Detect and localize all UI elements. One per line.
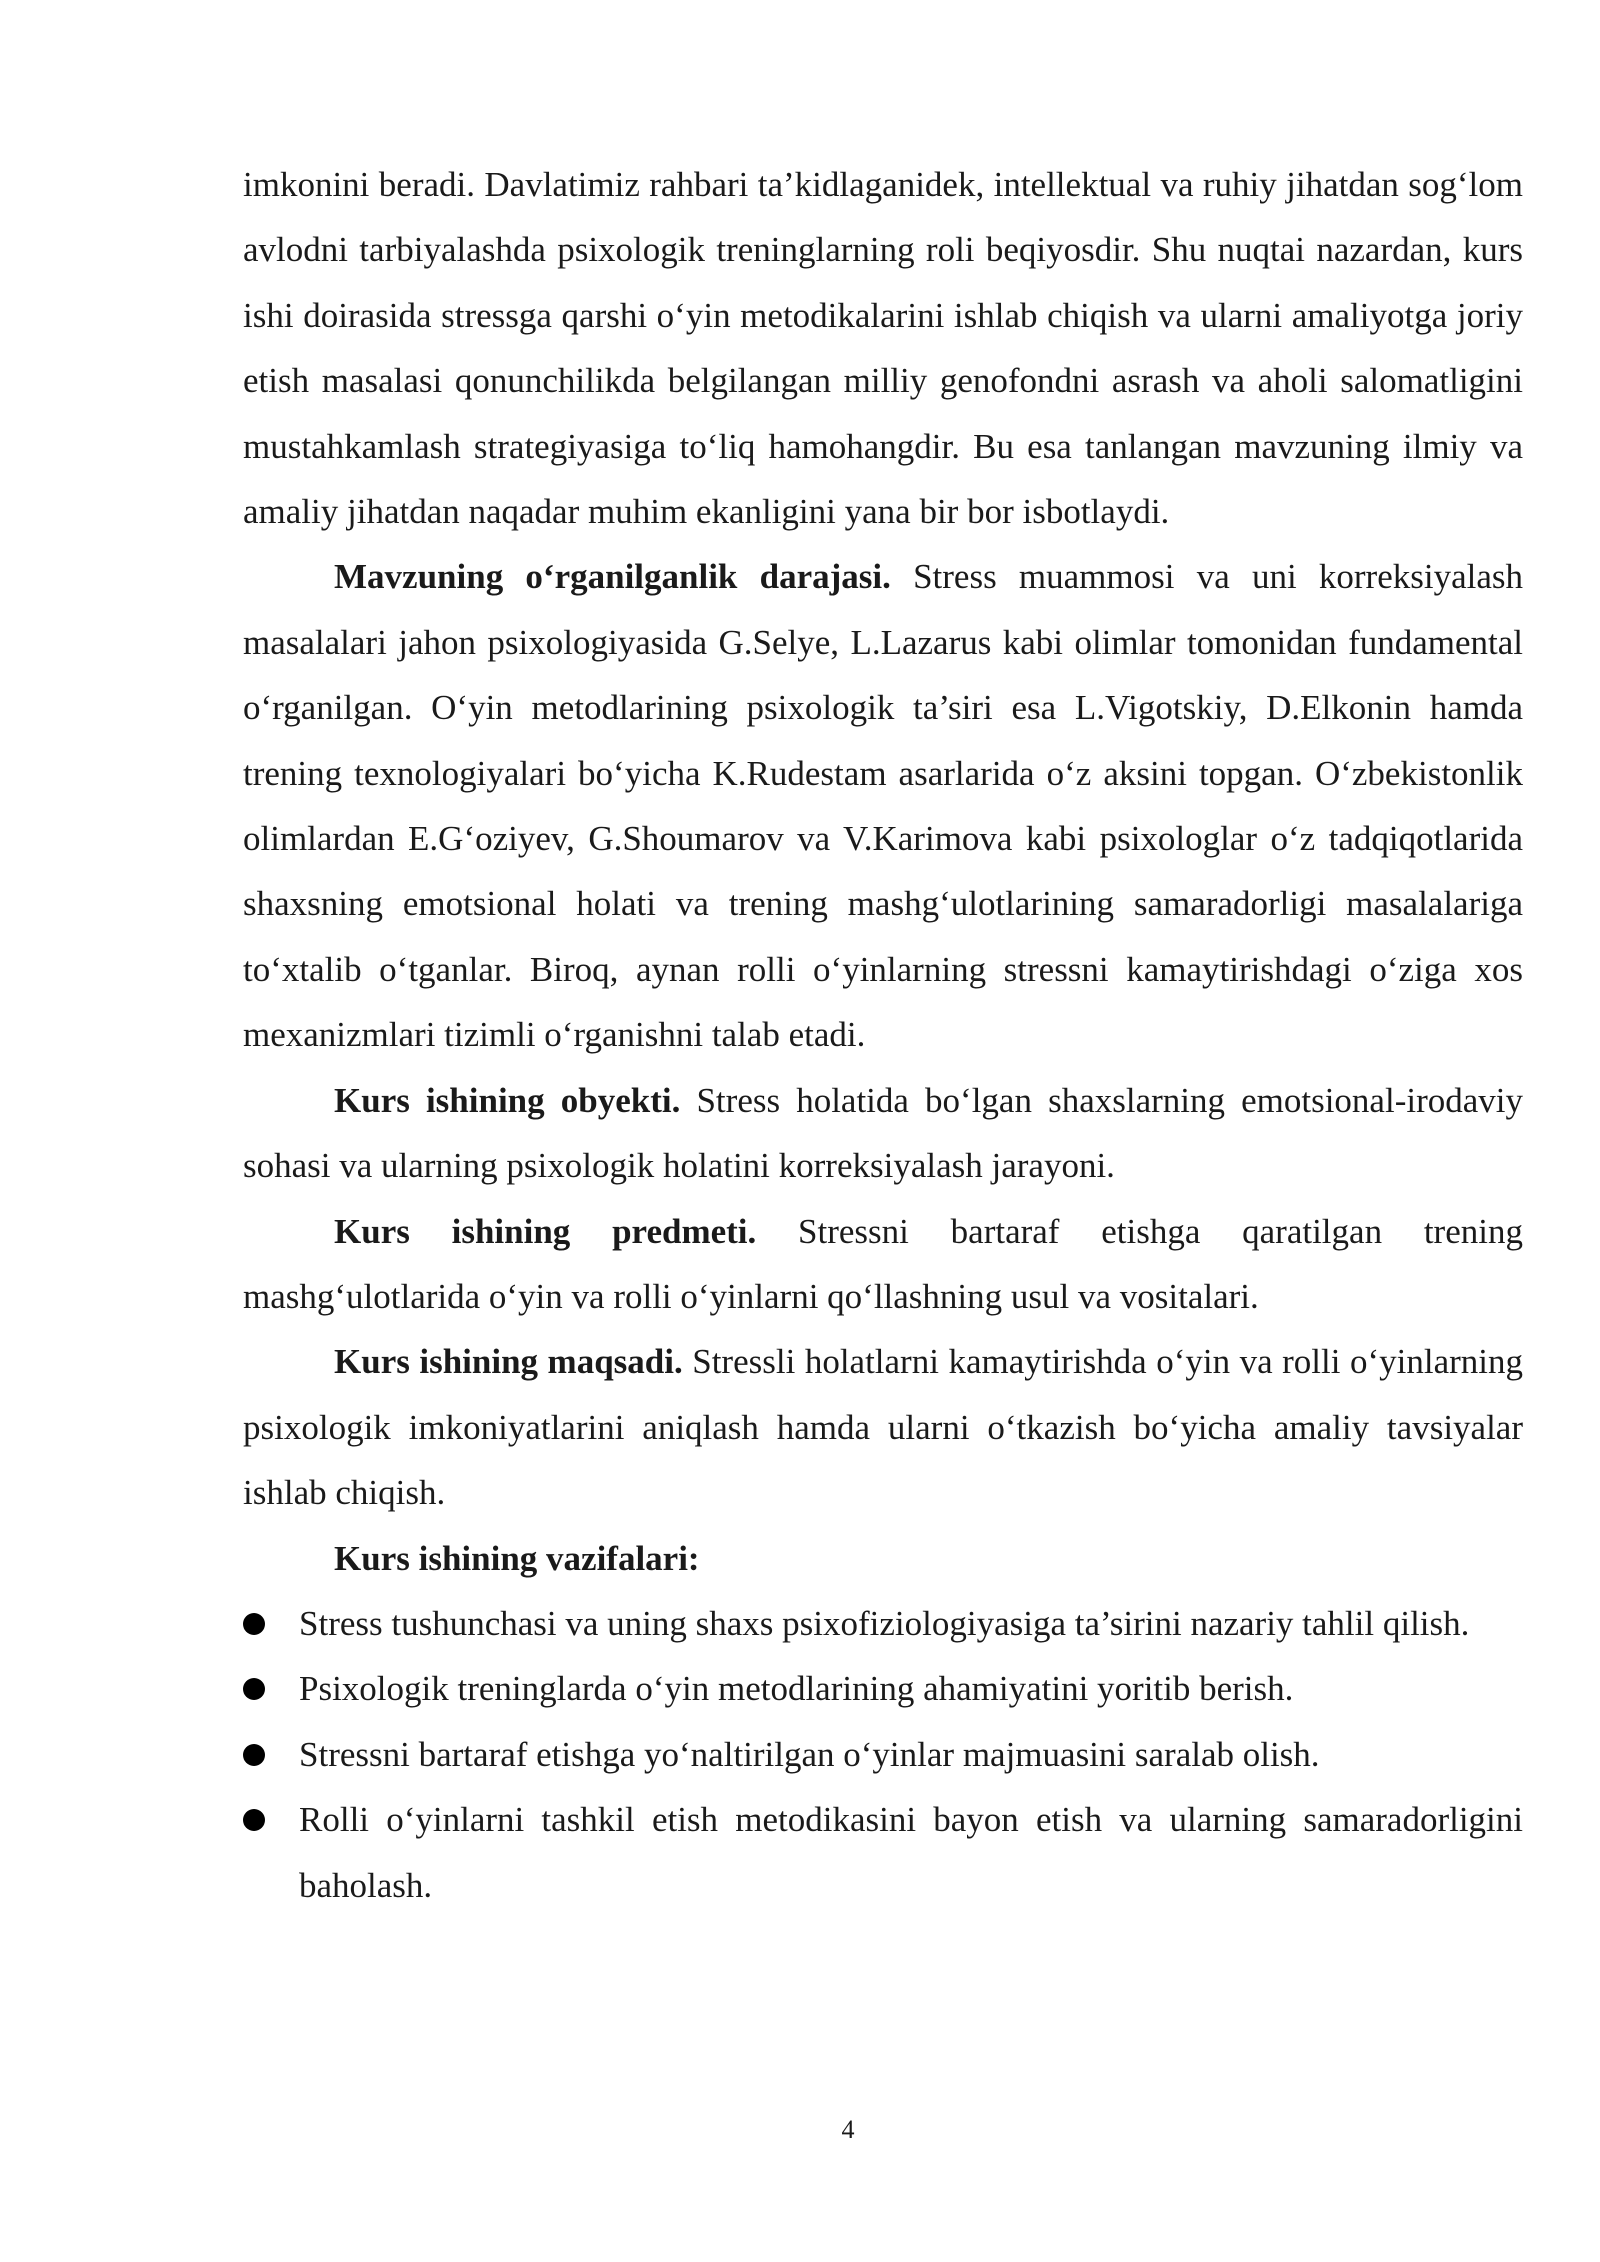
list-item-text: Rolli o‘yinlarni tashkil etish metodikasini bayon etish va ularning samaradorligini baholash. [299, 1800, 1523, 1905]
list-item [243, 1656, 1523, 1721]
bullet-icon [243, 1678, 265, 1700]
bullet-icon [243, 1744, 265, 1766]
list-item-text: Stress tushunchasi va uning shaxs psixofiziologiyasiga ta’sirini nazariy tahlil qilish. [299, 1603, 1470, 1643]
intro-paragraph: imkonini beradi. Davlatimiz rahbari ta’kidlaganidek, intellektual va ruhiy jihatdan sog‘lom avlodni tarbiyalashda psixologik treninglarning roli beqiyosdir. Shu nuqtai nazardan, kurs ishi doirasida stressga qarshi o‘yin metodikalarini ishlab chiqish va ularni amaliyotga joriy etish masalasi qonunchilikda belgilangan milliy genofondni asrash va aholi salomatligini mustahkamlash strategiyasiga to‘liq hamohangdir. Bu esa tanlangan mavzuning ilmiy va amaliy jihatdan naqadar muhim ekanligini yana bir bor isbotlaydi. [243, 165, 1523, 532]
section-goal [243, 1329, 1523, 1525]
section-title: Mavzuning o‘rganilganlik darajasi. [334, 557, 891, 597]
tasks-list [243, 1591, 1523, 1918]
section-object [243, 1068, 1523, 1199]
section-text: Stress holatida bo‘lgan shaxslarning emotsional-irodaviy sohasi va ularning psixologik holatini korreksiyalash jarayoni. [243, 1080, 1523, 1186]
page-number: 4 [841, 2115, 855, 2144]
list-item-text: Psixologik treninglarda o‘yin metodlarining ahamiyatini yoritib berish. [299, 1669, 1294, 1709]
list-item [243, 1722, 1523, 1787]
section-study-level [243, 544, 1523, 1067]
section-text: Stressli holatlarni kamaytirishda o‘yin va rolli o‘yinlarning psixologik imkoniyatlarini aniqlash hamda ularni o‘tkazish bo‘yicha amaliy tavsiyalar ishlab chiqish. [243, 1342, 1523, 1513]
list-item-text: Stressni bartaraf etishga yo‘naltirilgan o‘yinlar majmuasini saralab olish. [299, 1734, 1320, 1774]
bullet-icon [243, 1613, 265, 1635]
section-subject [243, 1199, 1523, 1330]
bullet-icon [243, 1809, 265, 1831]
section-text: Stress muammosi va uni korreksiyalash masalalari jahon psixologiyasida G.Selye, L.Lazarus kabi olimlar tomonidan fundamental o‘rganilgan. O‘yin metodlarining psixologik ta’siri esa L.Vigotskiy, D.Elkonin hamda trening texnologiyalari bo‘yicha K.Rudestam asarlarida o‘z aksini topgan. O‘zbekistonlik olimlardan E.G‘oziyev, G.Shoumarov va V.Karimova kabi psixologlar o‘z tadqiqotlarida shaxsning emotsional holati va trening mashg‘ulotlarining samaradorligi masalalariga to‘xtalib o‘tganlar. Biroq, aynan rolli o‘yinlarning stressni kamaytirishdagi o‘ziga xos mexanizmlari tizimli o‘rganishni talab etadi. [243, 557, 1523, 1055]
document-page [243, 152, 1523, 1918]
list-item [243, 1591, 1523, 1656]
tasks-heading: Kurs ishining vazifalari: [334, 1538, 700, 1578]
section-title: Kurs ishining maqsadi. [334, 1342, 683, 1382]
section-title: Kurs ishining obyekti. [334, 1080, 681, 1120]
list-item [243, 1787, 1523, 1918]
section-title: Kurs ishining predmeti. [334, 1211, 757, 1251]
section-text: Stressni bartaraf etishga qaratilgan trening mashg‘ulotlarida o‘yin va rolli o‘yinlarni qo‘llashning usul va vositalari. [243, 1211, 1523, 1316]
